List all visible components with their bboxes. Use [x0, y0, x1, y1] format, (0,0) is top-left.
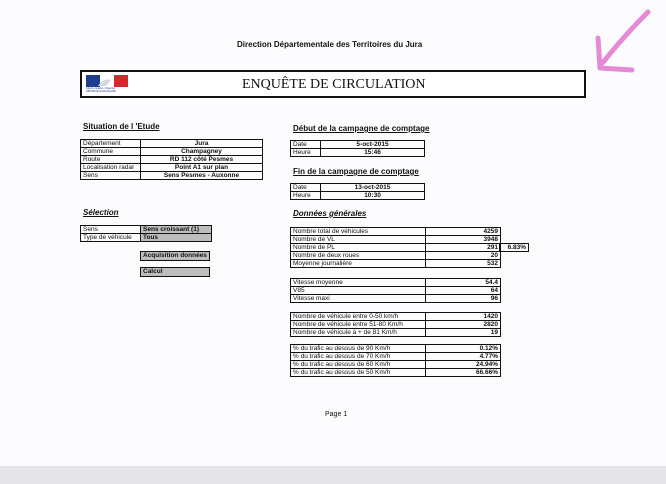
organization-heading: Direction Départementale des Territoires du Jura — [237, 40, 423, 49]
fin-table — [290, 183, 425, 200]
table-row: Date 13-oct-2015 — [291, 184, 425, 192]
table-row: Département Jura — [81, 140, 263, 148]
table-row: Date 5-oct-2015 — [291, 141, 425, 149]
table-row: V85 64 — [291, 287, 501, 295]
table-row: % du trafic au dessus de 70 Km/h 4.77% — [291, 353, 501, 361]
debut-heading: Début de la campagne de comptage — [293, 124, 430, 133]
title-banner — [80, 70, 586, 98]
pl-percentage-box — [499, 243, 529, 252]
selection-table — [80, 225, 212, 242]
table-row: Nombre de VL 3948 — [291, 236, 501, 244]
general-counts-table — [290, 227, 501, 268]
debut-table — [290, 140, 425, 157]
arrow-annotation-icon — [592, 8, 652, 74]
table-row: Localisation radar Point A1 sur plan — [81, 164, 263, 172]
calcul-button[interactable]: Calcul — [140, 267, 210, 277]
situation-heading: Situation de l 'Etude — [83, 122, 160, 131]
speed-table — [290, 278, 501, 303]
page-number: Page 1 — [325, 411, 348, 418]
document-title: ENQUÊTE DE CIRCULATION — [242, 77, 426, 92]
table-row: Route RD 112 côté Pesmes — [81, 156, 263, 164]
situation-table — [80, 139, 263, 180]
table-row: Nombre de véhicule entre 0-50 km/h 1420 — [291, 313, 501, 321]
donnees-heading: Données générales — [293, 209, 367, 218]
table-row: Type de véhicule Tous — [81, 234, 212, 242]
table-row: Nombre de véhicule à + de 81 Km/h 19 — [291, 329, 501, 337]
table-row: Moyenne journalière 532 — [291, 260, 501, 268]
logo-caption: Liberté • Égalité • Fraternité RÉPUBLIQUE FRANÇAISE — [86, 87, 130, 95]
republique-francaise-logo — [84, 74, 132, 96]
sens-select[interactable]: Sens croissant (1) — [141, 226, 212, 234]
table-row: % du trafic au dessus de 50 Km/h 66.66% — [291, 369, 501, 377]
table-row: Vitesse maxi 96 — [291, 295, 501, 303]
speed-range-table — [290, 312, 501, 337]
table-row: Sens Sens croissant (1) — [81, 226, 212, 234]
table-row: Nombre de véhicule entre 51-80 Km/h 2820 — [291, 321, 501, 329]
selection-heading: Sélection — [83, 208, 119, 217]
table-row: Nombre total de véhicules 4259 — [291, 228, 501, 236]
table-row: Nombre de deux roues 20 — [291, 252, 501, 260]
table-row: Vitesse moyenne 54.4 — [291, 279, 501, 287]
vehicle-type-select[interactable]: Tous — [141, 234, 212, 242]
table-row: % du trafic au dessus de 90 Km/h 0.12% — [291, 345, 501, 353]
table-row: Sens Sens Pesmes - Auxonne — [81, 172, 263, 180]
fin-heading: Fin de la campagne de comptage — [293, 167, 419, 176]
traffic-percentage-table — [290, 344, 501, 377]
table-row: Nombre de PL 291 — [291, 244, 501, 252]
acquisition-button[interactable]: Acquisition données — [140, 251, 210, 261]
table-row: Heure 10:30 — [291, 192, 425, 200]
scan-border — [0, 466, 666, 484]
table-row: 6.83% — [500, 244, 529, 252]
table-row: % du trafic au dessus de 60 Km/h 24.94% — [291, 361, 501, 369]
table-row: Heure 15:46 — [291, 149, 425, 157]
table-row: Commune Champagney — [81, 148, 263, 156]
